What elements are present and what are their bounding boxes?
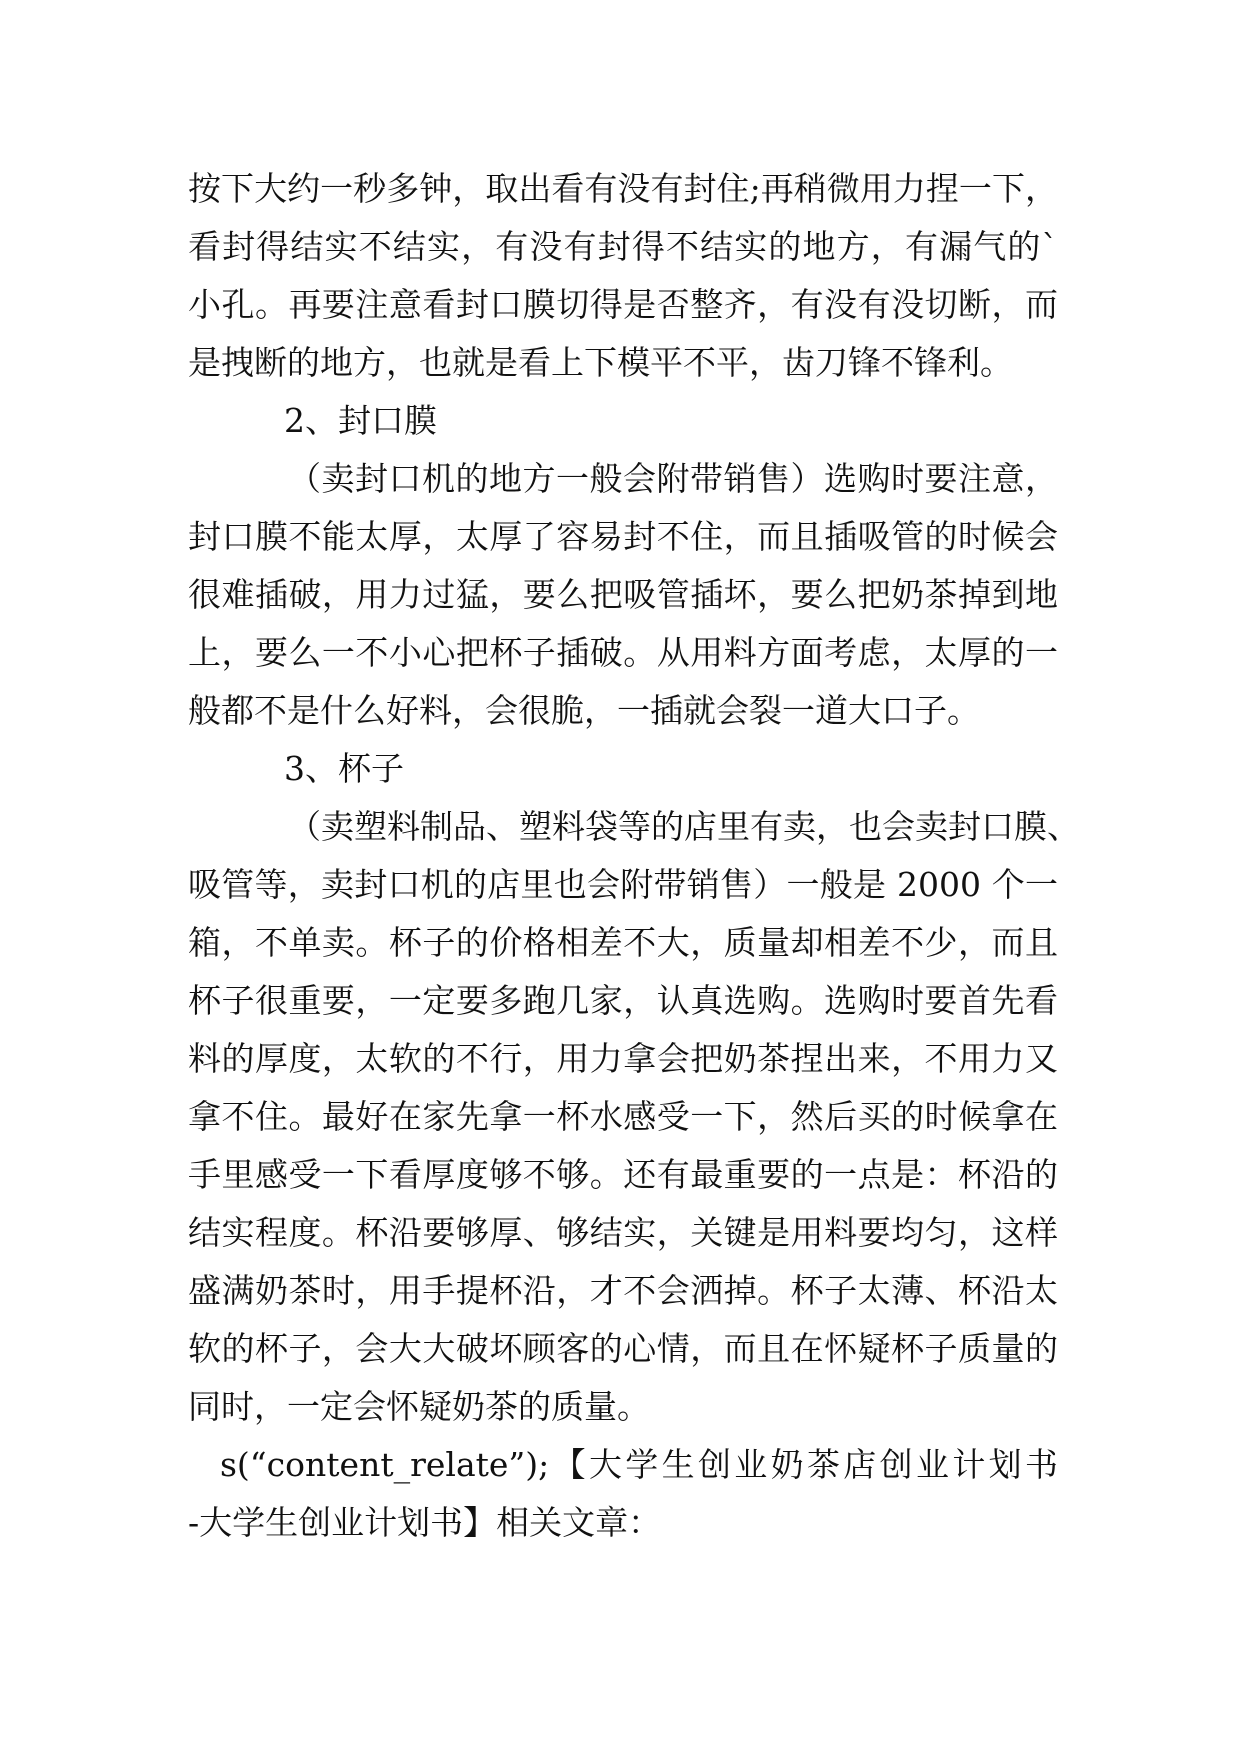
text-line: 拿不住。最好在家先拿一杯水感受一下，然后买的时候拿在 [188,1097,1058,1136]
related-articles [188,1436,1058,1552]
text-line: 般都不是什么好料，会很脆，一插就会裂一道大口子。 [188,691,980,730]
section-heading-sealing-film: 2、封口膜 [284,401,437,440]
text-line: 按下大约一秒多钟，取出看有没有封住;再稍微用力捏一下， [188,169,1058,208]
related-articles-line: -大学生创业计划书】相关文章： [188,1503,662,1542]
text-line: （卖封口机的地方一般会附带销售）选购时要注意， [288,459,1058,498]
text-line: 很难插破，用力过猛，要么把吸管插坏，要么把奶茶掉到地 [188,575,1058,614]
text-line: 封口膜不能太厚，太厚了容易封不住，而且插吸管的时候会 [188,517,1058,556]
text-line: 结实程度。杯沿要够厚、够结实，关键是用料要均匀，这样 [188,1213,1058,1252]
document-body [188,160,1080,1552]
text-line: 小孔。再要注意看封口膜切得是否整齐，有没有没切断，而 [188,285,1058,324]
text-line: 同时，一定会怀疑奶茶的质量。 [188,1387,650,1426]
related-articles-line: s(“content_relate”);【大学生创业奶茶店创业计划书 [220,1445,1058,1484]
text-line: 手里感受一下看厚度够不够。还有最重要的一点是：杯沿的 [188,1155,1058,1194]
text-line: 看封得结实不结实，有没有封得不结实的地方，有漏气的` [188,227,1058,266]
text-line: 盛满奶茶时，用手提杯沿，才不会洒掉。杯子太薄、杯沿太 [188,1271,1058,1310]
paragraph-sealing-check [188,160,1058,392]
section-heading-cups: 3、杯子 [284,749,404,788]
text-line: 是拽断的地方，也就是看上下模平不平，齿刀锋不锋利。 [188,343,1013,382]
text-line: 吸管等，卖封口机的店里也会附带销售）一般是 2000 个一 [188,865,1058,904]
paragraph-sealing-film [188,450,1058,740]
text-line: （卖塑料制品、塑料袋等的店里有卖，也会卖封口膜、 [288,807,1080,846]
paragraph-cups [188,798,1080,1436]
text-line: 软的杯子，会大大破坏顾客的心情，而且在怀疑杯子质量的 [188,1329,1058,1368]
text-line: 杯子很重要，一定要多跑几家，认真选购。选购时要首先看 [188,981,1058,1020]
text-line: 料的厚度，太软的不行，用力拿会把奶茶捏出来，不用力又 [188,1039,1058,1078]
text-line: 上，要么一不小心把杯子插破。从用料方面考虑，太厚的一 [188,633,1058,672]
text-line: 箱，不单卖。杯子的价格相差不大，质量却相差不少，而且 [188,923,1058,962]
